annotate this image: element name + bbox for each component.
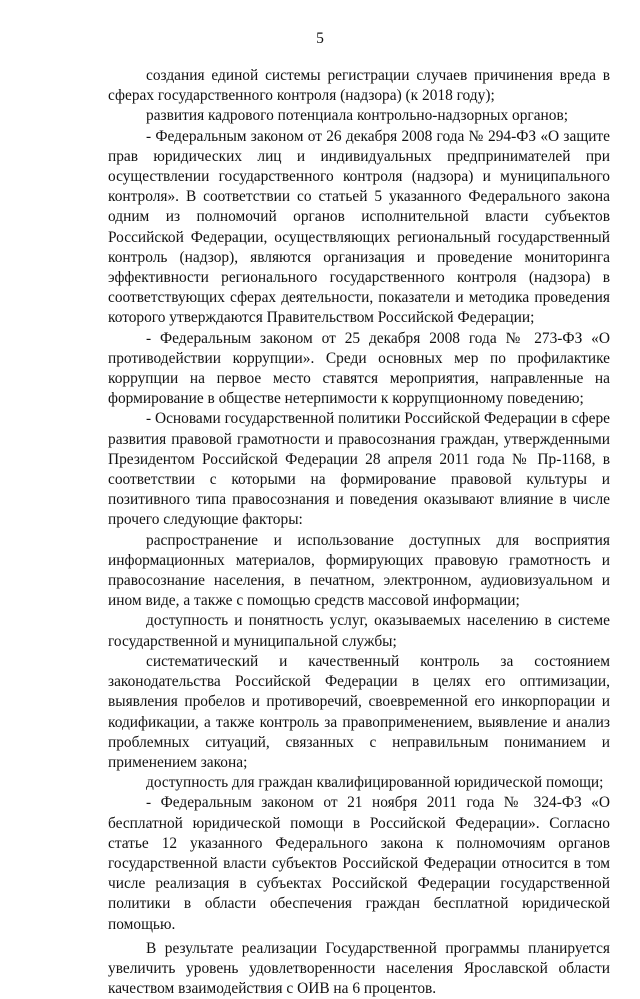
paragraph-legal-aid-accessibility: доступность для граждан квалифицированной юридической помощи; [146,774,604,792]
paragraph-information-materials: распространение и использование доступных для восприятия информационных материалов, формирующих правовую грамотность и правосознание населения, в печатном, электронном, аудиовизуальном и ином виде, а также с помощью средств массовой информации; [108,531,610,610]
paragraph-legislation-control: систематический и качественный контроль за состоянием законодательства Российской Федерации в целях его оптимизации, выявления пробелов и противоречий, своевременной его инкорпорации и кодификации, а также контроль за правоприменением, выявление и анализ проблемных ситуаций, связанных с неправильным пониманием и применением закона; [108,652,610,771]
paragraph-program-result: В результате реализации Государственной программы планируется увеличить уровень удовлетворенности населения Ярославской области качеством взаимодействия с ОИВ на 6 процентов. [108,939,610,998]
paragraph-legal-literacy-policy: - Основами государственной политики Российской Федерации в сфере развития правовой грамотности и правосознания граждан, утвержденными Президентом Российской Федерации 28 апреля 2011 года № Пр-1168, в соответствии с которыми на формирование правовой культуры и позитивного типа правосознания и поведения оказывают влияние в числе прочего следующие факторы: [108,410,610,529]
paragraph-personnel-potential: развития кадрового потенциала контрольно-надзорных органов; [146,107,569,125]
document-body [108,66,610,999]
page-number: 5 [316,30,324,47]
paragraph-law-273: - Федеральным законом от 25 декабря 2008 года № 273-ФЗ «О противодействии коррупции». Среди основных мер по профилактике коррупции на первое место ставятся мероприятия, направленные на формирование в обществе нетерпимости к коррупционному поведению; [108,329,610,408]
paragraph-registration-system: создания единой системы регистрации случаев причинения вреда в сферах государственного контроля (надзора) (к 2018 году); [108,67,610,105]
paragraph-law-294: - Федеральным законом от 26 декабря 2008 года № 294-ФЗ «О защите прав юридических лиц и индивидуальных предпринимателей при осуществлении государственного контроля (надзора) и муниципального контроля». В соответствии со статьей 5 указанного Федерального закона одним из полномочий органов исполнительной власти субъектов Российской Федерации, осуществляющих региональный государственный контроль (надзор), являются организация и проведение мониторинга эффективности регионального государственного контроля (надзора) в соответствующих сферах деятельности, показатели и методика проведения которого утверждаются Правительством Российской Федерации; [108,127,610,327]
paragraph-service-accessibility: доступность и понятность услуг, оказываемых населению в системе государственной и муниципальной службы; [108,612,610,650]
paragraph-law-324: - Федеральным законом от 21 ноября 2011 года № 324-ФЗ «О бесплатной юридической помощи в Российской Федерации». Согласно статье 12 указанного Федерального закона к полномочиям органов государственной власти субъектов Российской Федерации относится в том числе реализация в субъектах Российской Федерации государственной политики в области обеспечения граждан бесплатной юридической помощью. [108,794,610,933]
